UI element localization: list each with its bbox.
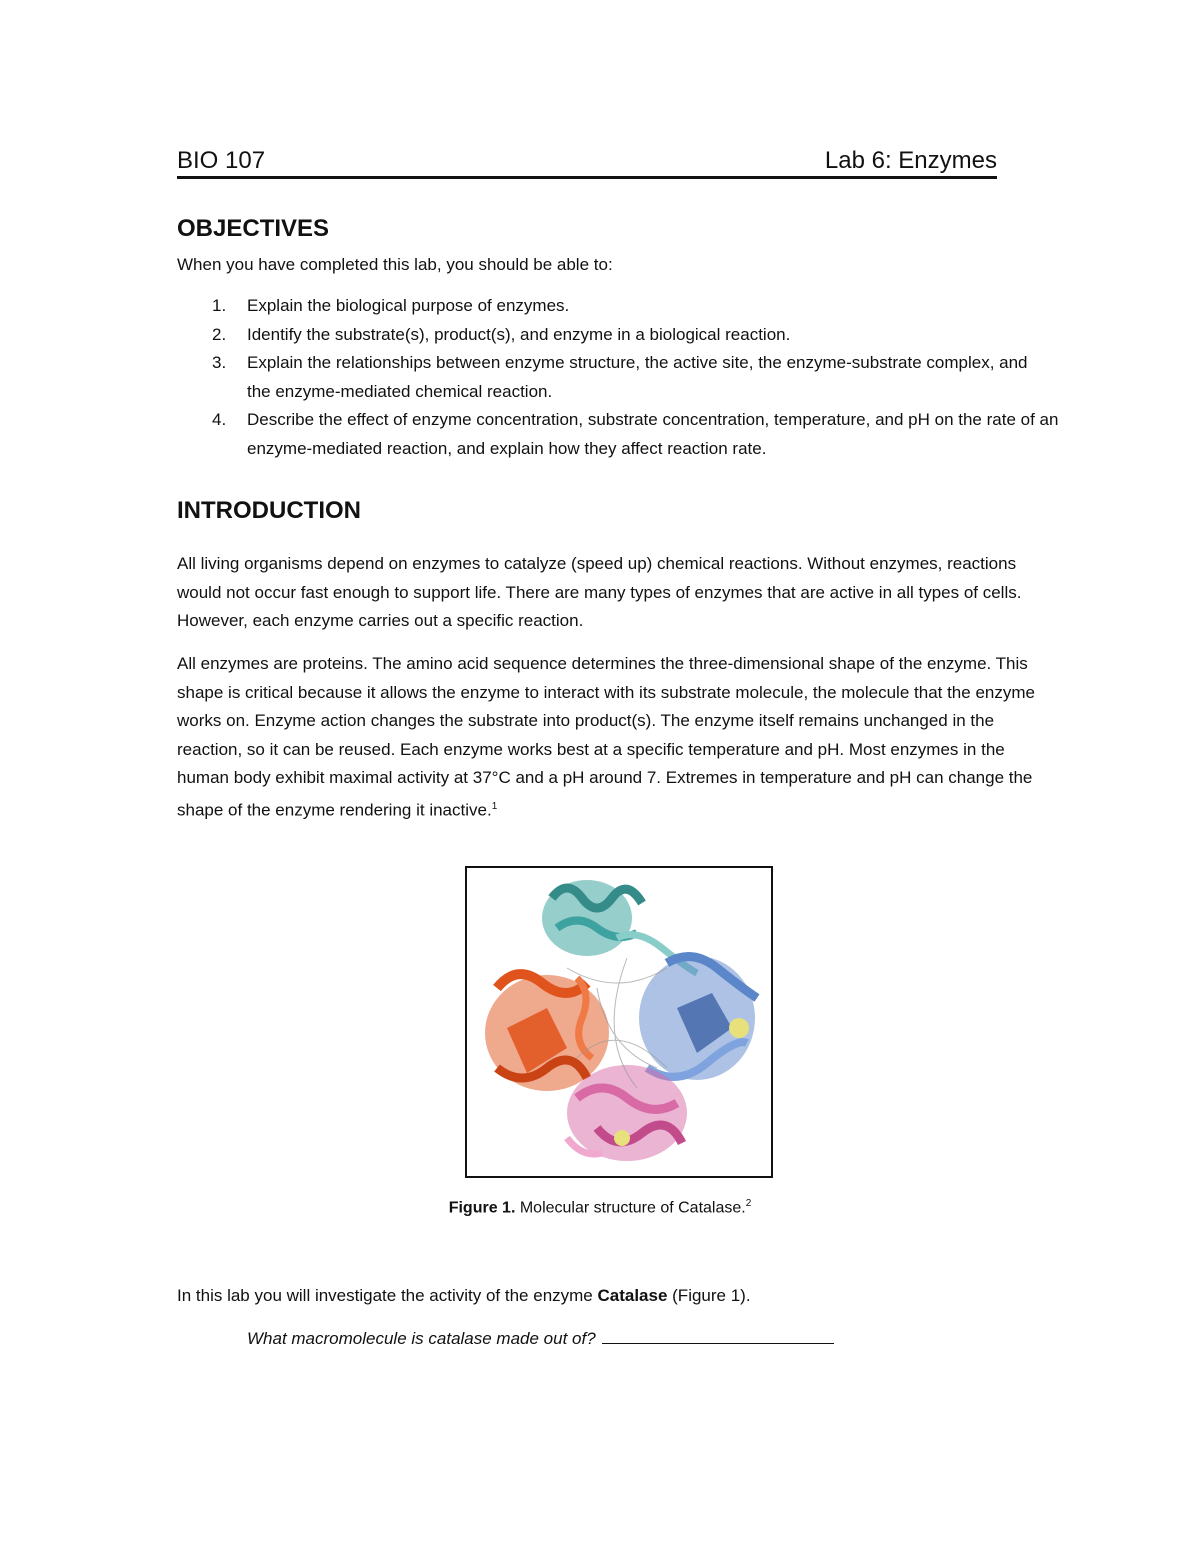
footnote-ref: 1 — [491, 800, 498, 812]
blue-subunit — [639, 956, 757, 1080]
page-header — [177, 146, 997, 179]
orange-subunit — [485, 974, 609, 1091]
course-code: BIO 107 — [177, 147, 266, 174]
answer-blank[interactable] — [602, 1325, 834, 1344]
catalase-figure — [465, 866, 773, 1178]
list-item: 2. Identify the substrate(s), product(s), and enzyme in a biological reaction. — [212, 324, 791, 344]
intro-paragraph-2: All enzymes are proteins. The amino acid sequence determines the three-dimensional shape of the enzyme. This shape is critical because it allows the enzyme to interact with its substrate molecule, the molecule that the enzyme works on. Enzyme action changes the substrate into product(s). The enzyme itself remains unchanged in the reaction, so it can be reused. Each enzyme works best at a specific temperature and pH. Most enzymes in the human body exhibit maximal activity at 37°C and a pH around 7. Extremes in temperature and pH can change the shape of the enzyme rendering it inactive.$^1$ — [177, 654, 1035, 820]
list-item: 3. Explain the relationships between enzyme structure, the active site, the enzyme-substrate complex, and the enzyme-mediated chemical reaction. — [212, 353, 1028, 401]
catalase-structure-image — [467, 868, 771, 1176]
pink-subunit — [567, 1065, 687, 1161]
list-item: 1. Explain the biological purpose of enzymes. — [212, 296, 570, 315]
objectives-intro: When you have completed this lab, you should be able to: — [177, 255, 613, 274]
lab-intro-sentence: In this lab you will investigate the activity of the enzyme Catalase (Figure 1). — [177, 1286, 751, 1305]
intro-paragraph-1: All living organisms depend on enzymes to catalyze (speed up) chemical reactions. Without enzymes, reactions would not occur fast enough to support life. There are many types of enzymes that are active in all types of cells. However, each enzyme carries out a specific reaction. — [177, 554, 1022, 630]
introduction-heading: INTRODUCTION — [177, 497, 361, 524]
figure-caption: Figure 1. Molecular structure of Catalase.$^2$ — [448, 1198, 752, 1217]
objectives-heading: OBJECTIVES — [177, 215, 330, 242]
objectives-list — [177, 292, 1077, 463]
lab-title: Lab 6: Enzymes — [824, 147, 997, 174]
macromolecule-question: What macromolecule is catalase made out of? — [247, 1325, 834, 1349]
list-item: 4. Describe the effect of enzyme concentration, substrate concentration, temperature, and pH on the rate of an enzyme-mediated reaction, and explain how they affect reaction rate. — [212, 410, 1059, 458]
